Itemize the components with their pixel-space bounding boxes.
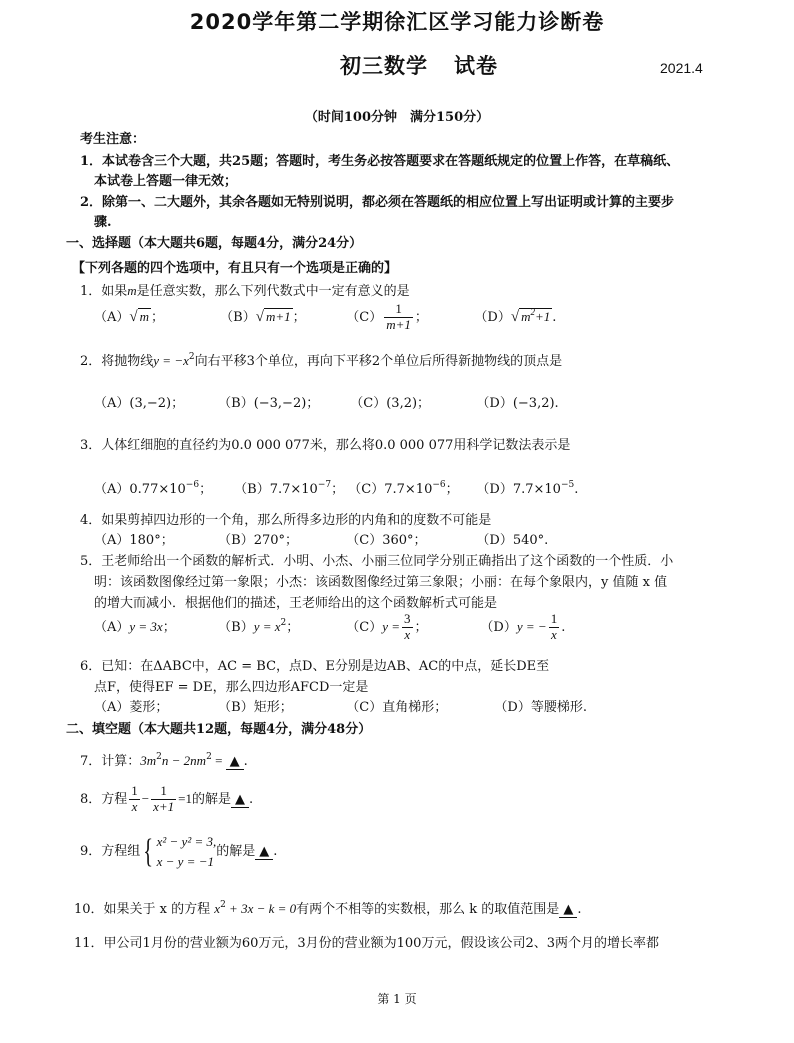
q9-eq-1: x² − y² = 3, — [156, 834, 217, 849]
q4-option-c: （C）360°； — [346, 533, 427, 548]
q6-option-b: （B）矩形； — [218, 700, 293, 715]
q3-b-exp: −7 — [317, 480, 332, 490]
q4-option-a: （A）180°； — [94, 533, 174, 548]
q3-option-b — [234, 478, 344, 497]
q5-stem-3: 的增大而减小．根据他们的描述，王老师给出的这个函数解析式可能是 — [94, 596, 498, 611]
q11-stem: 11．甲公司1月份的营业额为60万元，3月份的营业额为100万元，假设该公司2、3两个月的增长率都 — [74, 936, 659, 951]
q8-stem-b: 的解是 — [192, 791, 232, 807]
notice-item-2a: 2．除第一、二大题外，其余各题如无特别说明，都必须在答题纸的相应位置上写出证明或计算的主要步 — [80, 195, 675, 210]
exam-subtitle — [340, 50, 498, 80]
q8-f1-num: 1 — [131, 783, 138, 798]
q8-f2-num: 1 — [151, 784, 176, 800]
q5-d-den: x — [551, 626, 557, 642]
q5-d-label: （D） — [480, 619, 517, 635]
q3-a-base: （A）0.77×10 — [94, 482, 186, 497]
q7-answer-blank: ▲ — [226, 754, 244, 770]
q4-options — [94, 529, 548, 548]
q5-d-frac — [549, 612, 560, 643]
q1-stem — [80, 280, 410, 299]
q1-b-sqrt: √ m+1 — [255, 308, 291, 325]
q5-d-lhs: y = − — [516, 618, 547, 634]
q1-a-end: ； — [151, 309, 165, 325]
q5-b-label: （B） — [218, 619, 254, 635]
q9-answer-blank: ▲ — [255, 844, 273, 860]
q8-frac-2 — [151, 784, 176, 815]
q8-answer-blank: ▲ — [231, 792, 249, 808]
subtitle-subject: 初三数学 — [340, 54, 428, 78]
q4-option-b: （B）270°； — [218, 533, 299, 548]
q3-d-base: （D）7.7×10 — [476, 482, 561, 497]
q1-c-num: 1 — [384, 302, 413, 318]
q8-eq: =1 — [178, 790, 193, 806]
q5-c-num: 3 — [404, 611, 411, 626]
section1-instruction: 【下列各题的四个选项中，有且只有一个选项是正确的】 — [72, 261, 398, 276]
q5-options — [94, 612, 565, 643]
q2-eq: y = −x — [153, 353, 189, 368]
q7-exp-b: 2 — [206, 752, 212, 762]
q8 — [80, 784, 253, 815]
q8-f2-den: x+1 — [153, 798, 175, 814]
q3-a-end: ； — [199, 482, 213, 497]
q5-option-d — [480, 612, 565, 643]
exam-title: 2020学年第二学期徐汇区学习能力诊断卷 — [189, 10, 605, 34]
subtitle-type: 试卷 — [454, 54, 498, 78]
q3-stem: 3．人体红细胞的直径约为0.0 000 077米，那么将0.0 000 077用科学记数法表示是 — [80, 438, 571, 453]
q2-option-b: （B）(−3,−2)； — [218, 396, 320, 411]
q4-stem: 4．如果剪掉四边形的一个角，那么所得多边形的内角和的度数不可能是 — [80, 513, 492, 528]
q10-answer-blank: ▲ — [559, 902, 577, 918]
q5-d-num: 1 — [550, 611, 558, 626]
q6-option-a: （A）菱形； — [94, 700, 169, 715]
q8-frac-1 — [129, 784, 140, 815]
time-info: （时间100分钟 满分150分） — [304, 110, 490, 125]
q6-stem-1: 6．已知：在ΔABC中，AC = BC，点D、E分别是边AB、AC的中点，延长DE至 — [80, 659, 550, 674]
q9 — [80, 832, 277, 871]
q3-b-end: ； — [331, 482, 345, 497]
page-number: 第 1 页 — [377, 992, 417, 1006]
q1-d-tail: +1 — [534, 308, 551, 324]
q5-c-frac — [402, 612, 413, 643]
q5-b-eq: y = x — [253, 618, 281, 634]
q1-option-d — [474, 306, 556, 326]
q3-b-base: （B）7.7×10 — [234, 482, 318, 497]
q1-b-label: （B） — [220, 309, 256, 325]
q5-c-lhs: y = — [382, 618, 401, 634]
q5-c-end: ； — [414, 619, 428, 635]
q2-exp: 2 — [188, 352, 195, 362]
q3-a-exp: −6 — [185, 480, 200, 490]
q1-c-end: ； — [414, 309, 428, 325]
q5-option-c — [346, 612, 476, 643]
q1-stem-a: 1．如果 — [80, 284, 128, 299]
q1-d-end: . — [552, 309, 557, 325]
q3-d-end: . — [574, 482, 579, 497]
notice-item-1b: 本试卷上答题一律无效； — [94, 174, 238, 189]
q2-stem — [80, 350, 562, 369]
q7-end: . — [243, 754, 248, 769]
q8-stem-a: 8．方程 — [80, 791, 128, 807]
q7-expr-a: 3m — [140, 753, 157, 768]
q8-minus: − — [141, 790, 150, 806]
q5-option-a — [94, 616, 214, 635]
q1-var: m — [127, 283, 137, 298]
q8-f1-den: x — [131, 798, 138, 814]
section1-heading: 一、选择题（本大题共6题，每题4分，满分24分） — [66, 236, 363, 251]
q7-expr-b: n − 2nm — [161, 753, 207, 768]
q7-expr-c: = — [211, 753, 226, 768]
q7 — [80, 750, 248, 770]
q1-option-a — [94, 306, 216, 326]
q1-b-rad: m+1 — [265, 308, 291, 324]
q3-option-d — [476, 478, 578, 497]
q1-d-exp: 2 — [530, 306, 535, 317]
q7-exp-a: 2 — [156, 752, 162, 762]
q3-option-a — [94, 478, 230, 497]
q10-eq-b: + 3x − k = 0 — [225, 901, 297, 916]
q6-stem-2: 点F，使得EF = DE，那么四边形AFCD一定是 — [94, 680, 369, 695]
q3-option-c — [348, 478, 472, 497]
q10-end: . — [577, 902, 582, 917]
q1-d-label: （D） — [474, 309, 511, 325]
q3-c-exp: −6 — [432, 480, 446, 490]
q6-option-c: （C）直角梯形； — [346, 700, 448, 715]
q6-options — [94, 696, 587, 715]
q1-stem-b: 是任意实数，那么下列代数式中一定有意义的是 — [136, 284, 410, 299]
q1-c-den: m+1 — [386, 316, 411, 332]
q3-c-end: ； — [445, 482, 459, 497]
q1-c-frac — [384, 302, 413, 333]
q10-eq-exp: 2 — [220, 900, 226, 910]
q1-a-rad: m — [139, 308, 150, 324]
q3-d-exp: −5 — [560, 480, 575, 490]
q2-option-d: （D）(−3,2). — [476, 396, 559, 411]
q9-system: { x² − y² = 3, x − y = −1 — [143, 832, 217, 870]
q5-stem-2: 明：该函数图像经过第一象限；小杰：该函数图像经过第三象限；小丽：在每个象限内，y 值随 x 值 — [94, 575, 668, 590]
q10-eq-a: x — [214, 901, 221, 916]
q10-stem-a: 10．如果关于 x 的方程 — [74, 902, 215, 917]
q5-c-label: （C） — [346, 619, 383, 635]
q8-end: . — [249, 791, 254, 807]
q1-d-base: m — [521, 308, 531, 324]
notice-item-2b: 骤. — [94, 215, 112, 230]
q5-b-end: ； — [286, 619, 300, 635]
q5-a-end: ； — [162, 619, 176, 635]
q3-c-base: （C）7.7×10 — [348, 482, 433, 497]
q4-option-d: （D）540°. — [476, 533, 549, 548]
q7-stem: 7．计算： — [80, 754, 141, 769]
q9-stem-a: 9．方程组 — [80, 844, 141, 859]
q5-a-label: （A） — [94, 619, 130, 635]
q1-d-sqrt: √ $m^2+1$ — [510, 306, 551, 325]
q1-option-b — [220, 306, 342, 326]
notice-item-1a: 1．本试卷含三个大题，共25题；答题时，考生务必按答题要求在答题纸规定的位置上作答，在草稿纸、 — [80, 154, 680, 169]
q2-options — [94, 392, 559, 411]
q5-option-b — [218, 616, 342, 635]
q5-c-den: x — [404, 626, 411, 642]
q2-option-a: （A）(3,−2)； — [94, 396, 185, 411]
q9-end: . — [273, 844, 278, 859]
q5-a-eq: y = 3x — [129, 618, 163, 634]
notice-heading: 考生注意： — [80, 132, 146, 147]
q10 — [74, 898, 581, 918]
q5-stem-1: 5．王老师给出一个函数的解析式．小明、小杰、小丽三位同学分别正确指出了这个函数的一个性质．小 — [80, 554, 674, 569]
q5-b-exp: 2 — [280, 617, 287, 628]
q1-option-c — [346, 302, 470, 333]
q2-option-c: （C）(3,2)； — [350, 396, 431, 411]
q2-stem-a: 2．将抛物线 — [80, 354, 154, 369]
q3-options — [94, 478, 578, 497]
exam-date: 2021.4 — [660, 60, 703, 76]
q2-stem-b: 向右平移3个单位，再向下平移2个单位后所得新抛物线的顶点是 — [194, 354, 563, 369]
q1-c-label: （C） — [346, 309, 383, 325]
q1-b-end: ； — [292, 309, 306, 325]
q9-stem-b: 的解是 — [216, 844, 256, 859]
q9-eq-2: x − y = −1 — [156, 853, 214, 869]
q6-option-d: （D）等腰梯形. — [494, 700, 587, 715]
section2-heading: 二、填空题（本大题共12题，每题4分，满分48分） — [66, 722, 372, 737]
q1-a-label: （A） — [94, 309, 130, 325]
q5-d-end: . — [561, 619, 566, 635]
q1-options — [94, 302, 556, 333]
q1-a-sqrt: √ m — [129, 308, 150, 325]
q10-stem-b: 有两个不相等的实数根，那么 k 的取值范围是 — [296, 902, 560, 917]
